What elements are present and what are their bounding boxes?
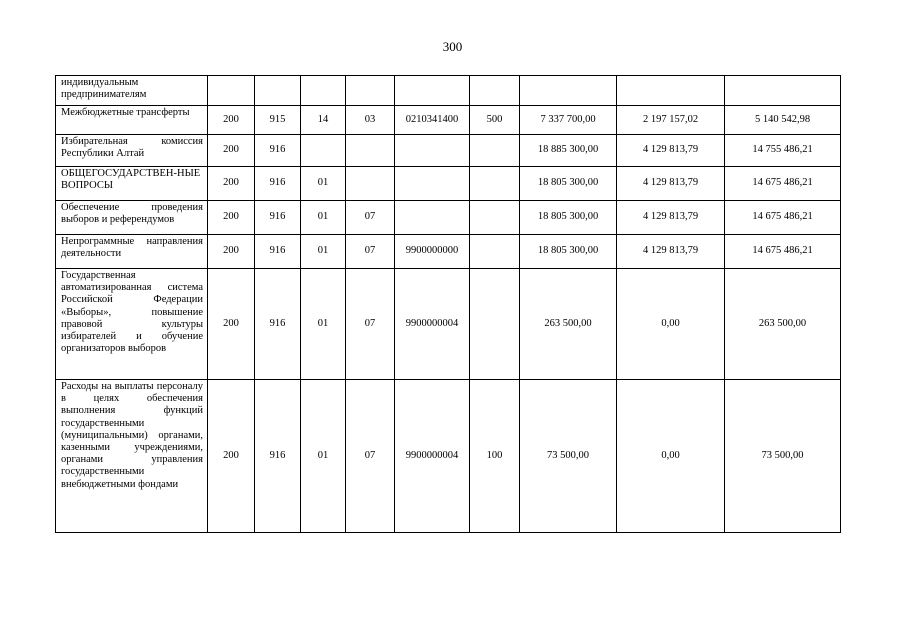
cell-amount-executed: 4 129 813,79	[617, 167, 725, 201]
cell-code-1: 200	[208, 269, 255, 380]
row-name: Обеспечение проведения выборов и референдумов	[56, 201, 208, 235]
cell-amount-plan: 7 337 700,00	[520, 106, 617, 135]
row-name: индивидуальным предпринимателям	[56, 76, 208, 106]
cell-amount-executed	[617, 76, 725, 106]
cell-amount-plan: 73 500,00	[520, 380, 617, 533]
cell-target-article: 9900000004	[395, 380, 470, 533]
row-name: Государственная автоматизированная система Российской Федерации «Выборы», повышение правовой культуры избирателей и обучение организаторов выборов	[56, 269, 208, 380]
cell-target-article: 9900000000	[395, 235, 470, 269]
cell-section: 01	[301, 235, 346, 269]
cell-subsection	[346, 135, 395, 167]
cell-subsection: 07	[346, 269, 395, 380]
table-row	[56, 380, 841, 533]
cell-subsection	[346, 76, 395, 106]
table-row	[56, 201, 841, 235]
cell-section: 01	[301, 269, 346, 380]
cell-code-2: 916	[255, 380, 301, 533]
page-number: 300	[442, 39, 463, 54]
cell-subsection: 03	[346, 106, 395, 135]
cell-code-1: 200	[208, 135, 255, 167]
cell-amount-plan: 18 805 300,00	[520, 235, 617, 269]
cell-amount-executed: 0,00	[617, 380, 725, 533]
cell-code-1: 200	[208, 167, 255, 201]
cell-code-1: 200	[208, 235, 255, 269]
cell-target-article	[395, 167, 470, 201]
cell-section: 01	[301, 167, 346, 201]
cell-code-2	[255, 76, 301, 106]
row-name: ОБЩЕГОСУДАРСТВЕН-НЫЕ ВОПРОСЫ	[56, 167, 208, 201]
cell-subsection	[346, 167, 395, 201]
table-row	[56, 135, 841, 167]
table-row	[56, 106, 841, 135]
row-name: Непрограммные направления деятельности	[56, 235, 208, 269]
cell-target-article: 9900000004	[395, 269, 470, 380]
cell-amount-executed: 4 129 813,79	[617, 201, 725, 235]
cell-code-1: 200	[208, 106, 255, 135]
cell-section	[301, 135, 346, 167]
cell-code-2: 915	[255, 106, 301, 135]
cell-subsection: 07	[346, 201, 395, 235]
cell-expense-type	[470, 167, 520, 201]
cell-expense-type	[470, 235, 520, 269]
cell-amount-plan: 18 805 300,00	[520, 201, 617, 235]
table-row	[56, 76, 841, 106]
table-row	[56, 235, 841, 269]
cell-amount-executed: 2 197 157,02	[617, 106, 725, 135]
cell-section	[301, 76, 346, 106]
cell-target-article: 0210341400	[395, 106, 470, 135]
cell-code-2: 916	[255, 135, 301, 167]
cell-amount-remaining: 73 500,00	[725, 380, 841, 533]
cell-target-article	[395, 135, 470, 167]
cell-expense-type	[470, 76, 520, 106]
cell-code-2: 916	[255, 167, 301, 201]
row-name: Межбюджетные трансферты	[56, 106, 208, 135]
cell-section: 01	[301, 380, 346, 533]
table-row	[56, 167, 841, 201]
cell-expense-type	[470, 135, 520, 167]
cell-code-1: 200	[208, 201, 255, 235]
cell-code-1: 200	[208, 380, 255, 533]
cell-expense-type	[470, 201, 520, 235]
budget-table	[55, 75, 841, 533]
cell-subsection: 07	[346, 235, 395, 269]
cell-amount-remaining: 14 755 486,21	[725, 135, 841, 167]
cell-expense-type	[470, 269, 520, 380]
cell-code-2: 916	[255, 201, 301, 235]
cell-amount-plan: 18 805 300,00	[520, 167, 617, 201]
cell-code-2: 916	[255, 269, 301, 380]
row-name: Избирательная комиссия Республики Алтай	[56, 135, 208, 167]
cell-amount-plan: 263 500,00	[520, 269, 617, 380]
cell-amount-plan	[520, 76, 617, 106]
cell-expense-type: 100	[470, 380, 520, 533]
cell-target-article	[395, 201, 470, 235]
cell-subsection: 07	[346, 380, 395, 533]
table-row	[56, 269, 841, 380]
cell-amount-remaining	[725, 76, 841, 106]
cell-section: 01	[301, 201, 346, 235]
cell-code-1	[208, 76, 255, 106]
cell-code-2: 916	[255, 235, 301, 269]
cell-amount-remaining: 14 675 486,21	[725, 201, 841, 235]
row-name: Расходы на выплаты персоналу в целях обеспечения выполнения функций государственными (муниципальными) органами, казенными учреждениями, органами управления государственными внебюджетными фондами	[56, 380, 208, 533]
cell-expense-type: 500	[470, 106, 520, 135]
cell-amount-remaining: 14 675 486,21	[725, 235, 841, 269]
cell-amount-remaining: 5 140 542,98	[725, 106, 841, 135]
cell-amount-executed: 4 129 813,79	[617, 135, 725, 167]
cell-amount-plan: 18 885 300,00	[520, 135, 617, 167]
cell-amount-remaining: 263 500,00	[725, 269, 841, 380]
cell-amount-remaining: 14 675 486,21	[725, 167, 841, 201]
cell-amount-executed: 0,00	[617, 269, 725, 380]
cell-section: 14	[301, 106, 346, 135]
cell-target-article	[395, 76, 470, 106]
cell-amount-executed: 4 129 813,79	[617, 235, 725, 269]
